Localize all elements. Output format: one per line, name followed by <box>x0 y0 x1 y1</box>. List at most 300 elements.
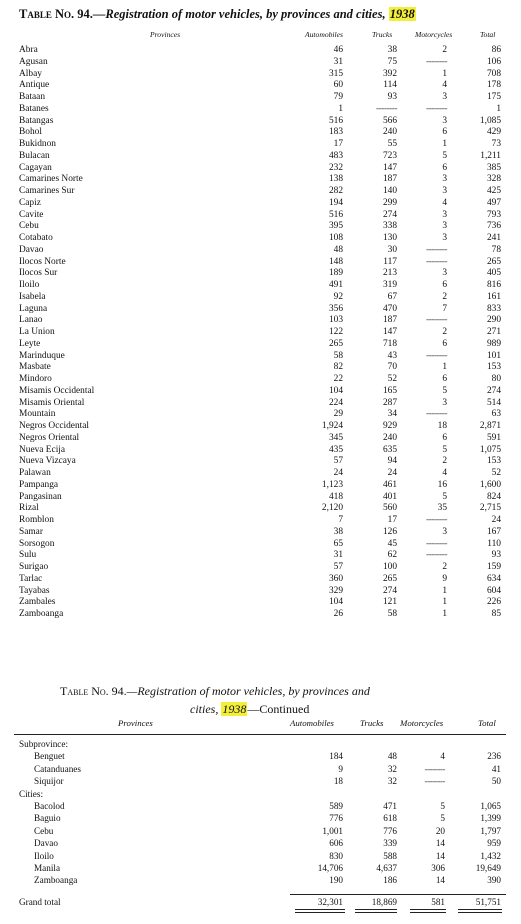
cell-total: 274 <box>486 385 501 396</box>
cell-auto: 108 <box>328 233 343 243</box>
cell-trucks: 186 <box>383 875 397 886</box>
row-label: Cotabato <box>19 233 53 243</box>
cell-moto: 306 <box>431 862 445 873</box>
table-row <box>0 233 521 245</box>
cell-total: 1,797 <box>480 825 501 836</box>
cell-total: 1,399 <box>480 813 501 824</box>
table-row <box>0 874 521 886</box>
cell-moto: 3 <box>442 209 447 220</box>
cell-moto: -------- <box>426 256 447 267</box>
cell-auto: 491 <box>328 280 343 290</box>
cell-moto: -------- <box>426 315 447 326</box>
cell-moto: 3 <box>442 397 447 408</box>
table-row <box>0 327 521 339</box>
cell-auto: 194 <box>328 197 343 208</box>
cell-total: 86 <box>491 45 501 55</box>
row-label: Manila <box>34 862 61 873</box>
cell-moto: -------- <box>426 515 447 525</box>
cell-total: 429 <box>486 127 501 138</box>
cell-auto: 58 <box>333 350 343 361</box>
cell-trucks: 718 <box>382 338 397 349</box>
header2-total: Total <box>478 718 496 728</box>
row-label: Camarines Norte <box>19 174 83 185</box>
cell-trucks: 274 <box>382 209 397 220</box>
grand-total-label: Grand total <box>19 897 61 907</box>
provinces-table <box>0 45 521 621</box>
table-row <box>0 550 521 562</box>
table-row <box>0 57 521 69</box>
table-row <box>0 850 521 862</box>
cell-trucks: 32 <box>387 763 397 774</box>
header-motorcycles: Motorcycles <box>415 30 453 39</box>
cell-total: 1,065 <box>480 800 501 811</box>
row-label: Bulacan <box>19 150 50 161</box>
cell-total: 1,432 <box>480 850 501 861</box>
cell-moto: 14 <box>435 838 445 849</box>
cell-auto: 2,120 <box>321 503 343 514</box>
header-automobiles: Automobiles <box>305 30 343 39</box>
header2-trucks: Trucks <box>360 718 384 728</box>
double-rule-auto <box>295 909 345 913</box>
row-label: Lanao <box>19 315 43 326</box>
cell-trucks: 43 <box>387 350 397 361</box>
table-row <box>0 433 521 445</box>
cell-moto: -------- <box>426 538 447 549</box>
table-row <box>0 362 521 374</box>
table-row <box>0 374 521 386</box>
row-label: Negros Oriental <box>19 432 80 443</box>
cell-total: 153 <box>486 362 501 373</box>
cell-total: 824 <box>486 491 501 502</box>
cell-auto: 184 <box>329 751 343 762</box>
cell-moto: 16 <box>437 479 447 490</box>
cell-trucks: 75 <box>387 56 397 67</box>
cell-total: 159 <box>486 562 501 572</box>
row-label: Subprovince: <box>19 739 68 749</box>
table-row <box>0 116 521 128</box>
cell-auto: 31 <box>333 56 343 67</box>
cell-auto: 60 <box>333 80 343 91</box>
cell-total: 736 <box>486 221 501 232</box>
row-label: Cagayan <box>19 162 52 173</box>
cell-moto: 1 <box>442 139 447 149</box>
double-rule-trucks <box>355 909 397 913</box>
table-row <box>0 586 521 598</box>
row-label: Zamboanga <box>34 875 78 886</box>
header2-motorcycles: Motorcycles <box>400 718 444 728</box>
cell-trucks: 392 <box>382 68 397 79</box>
cell-trucks: 24 <box>387 468 397 478</box>
cell-auto: 435 <box>328 444 343 455</box>
cell-total: 161 <box>486 291 501 302</box>
cell-trucks: 93 <box>387 92 397 102</box>
cell-total: 1,211 <box>480 150 501 161</box>
row-label: Abra <box>19 45 38 55</box>
title2-year-highlight: 1938 <box>222 702 247 716</box>
double-rule-moto <box>410 909 446 913</box>
cell-total: 959 <box>487 838 501 849</box>
table-row <box>0 515 521 527</box>
cell-moto: 2 <box>442 45 447 55</box>
table-row <box>0 609 521 621</box>
row-label: Zamboanga <box>19 609 64 619</box>
cell-trucks: 147 <box>382 327 397 337</box>
cell-auto: 9 <box>338 763 343 774</box>
cell-auto: 48 <box>333 244 343 255</box>
row-label: Benguet <box>34 751 65 762</box>
table-row <box>0 862 521 874</box>
table-row <box>0 280 521 292</box>
cell-total: 1,075 <box>479 444 501 455</box>
cell-moto: 1 <box>442 609 447 619</box>
cell-auto: 24 <box>333 468 343 478</box>
table-row <box>0 837 521 849</box>
cell-auto: 57 <box>333 456 343 467</box>
cell-auto: 138 <box>328 174 343 185</box>
row-label: Zambales <box>19 597 56 608</box>
cell-trucks: 339 <box>383 838 397 849</box>
cell-total: 425 <box>486 186 501 196</box>
cell-moto: 3 <box>442 115 447 126</box>
cell-auto: 360 <box>328 573 343 584</box>
table-row <box>0 304 521 316</box>
cell-auto: 1,924 <box>321 421 343 431</box>
row-label: Pampanga <box>19 479 59 490</box>
cell-total: 178 <box>486 80 501 91</box>
table-row <box>0 92 521 104</box>
cell-trucks: 58 <box>387 609 397 619</box>
row-label: Cavite <box>19 209 44 220</box>
cell-trucks: 588 <box>383 850 397 861</box>
cell-auto: 315 <box>328 68 343 79</box>
cell-auto: 418 <box>328 491 343 502</box>
cell-trucks: 140 <box>382 186 397 196</box>
header-trucks: Trucks <box>372 30 393 39</box>
row-label: Bohol <box>19 127 42 138</box>
cell-auto: 1 <box>338 103 343 114</box>
row-label: Nueva Vizcaya <box>19 456 76 467</box>
grand-total-automobiles: 32,301 <box>317 897 343 907</box>
cell-auto: 17 <box>333 139 343 149</box>
table-row <box>0 245 521 257</box>
cell-auto: 1,123 <box>321 479 343 490</box>
cell-moto: 2 <box>442 562 447 572</box>
cell-trucks: 67 <box>387 291 397 302</box>
cell-trucks: 114 <box>383 80 397 91</box>
cell-total: 153 <box>486 456 501 467</box>
cell-auto: 776 <box>329 813 343 824</box>
cell-total: 236 <box>487 751 501 762</box>
row-label: Laguna <box>19 303 48 314</box>
cell-total: 290 <box>486 315 501 326</box>
cell-total: 101 <box>486 350 501 361</box>
continued-title <box>60 682 480 718</box>
title2-cities: cities, <box>190 702 222 716</box>
cell-auto: 65 <box>333 538 343 549</box>
cell-total: 63 <box>491 409 501 420</box>
cell-total: 1,600 <box>479 479 501 490</box>
cell-moto: -------- <box>424 763 445 774</box>
cell-moto: 3 <box>442 221 447 232</box>
table-row <box>0 825 521 837</box>
cell-moto: 3 <box>442 233 447 243</box>
cell-total: 514 <box>486 397 501 408</box>
cell-trucks: 265 <box>382 573 397 584</box>
cell-trucks: 52 <box>387 374 397 384</box>
table-row <box>0 539 521 551</box>
table-row <box>0 763 521 775</box>
cell-auto: 103 <box>328 315 343 326</box>
cell-moto: -------- <box>426 409 447 420</box>
cell-auto: 224 <box>328 397 343 408</box>
cell-trucks: 187 <box>382 315 397 326</box>
row-label: Leyte <box>19 338 41 349</box>
cell-trucks: 55 <box>387 139 397 149</box>
cell-moto: -------- <box>426 550 447 561</box>
cell-moto: 6 <box>442 432 447 443</box>
cell-auto: 183 <box>328 127 343 138</box>
cell-trucks: 48 <box>387 751 397 762</box>
cell-trucks: 319 <box>382 280 397 290</box>
table-row <box>0 503 521 515</box>
cell-auto: 516 <box>328 209 343 220</box>
row-label: Davao <box>34 838 58 849</box>
row-label: Sorsogon <box>19 538 55 549</box>
table-row <box>0 480 521 492</box>
cell-total: 1 <box>496 103 501 114</box>
cell-auto: 46 <box>333 45 343 55</box>
cell-auto: 148 <box>328 256 343 267</box>
cell-auto: 31 <box>333 550 343 561</box>
row-label: Iloilo <box>19 280 40 290</box>
cell-trucks: 187 <box>382 174 397 185</box>
continued-table <box>0 738 521 887</box>
row-label: Cebu <box>34 825 54 836</box>
row-label: Cities: <box>19 788 43 799</box>
cell-moto: 4 <box>440 751 445 762</box>
cell-total: 19,649 <box>475 862 501 873</box>
cell-moto: 35 <box>437 503 447 514</box>
cell-moto: 9 <box>442 573 447 584</box>
cell-trucks: -------- <box>376 103 397 114</box>
cell-total: 989 <box>486 338 501 349</box>
row-label: Bacolod <box>34 800 65 811</box>
cell-auto: 589 <box>329 800 343 811</box>
title-text: —Registration of motor vehicles, by provinces and cities, <box>92 7 389 21</box>
cell-trucks: 274 <box>382 585 397 596</box>
cell-moto: 7 <box>442 303 447 314</box>
row-label: La Union <box>19 327 55 337</box>
table-row <box>0 445 521 457</box>
cell-moto: -------- <box>426 350 447 361</box>
cell-trucks: 635 <box>382 444 397 455</box>
cell-auto: 282 <box>328 186 343 196</box>
row-label: Mountain <box>19 409 56 420</box>
cell-moto: 5 <box>442 491 447 502</box>
cell-moto: -------- <box>426 244 447 255</box>
row-label: Antique <box>19 80 50 91</box>
cell-moto: 3 <box>442 174 447 185</box>
cell-moto: 5 <box>442 444 447 455</box>
cell-trucks: 45 <box>387 538 397 549</box>
cell-auto: 395 <box>328 221 343 232</box>
cell-moto: 5 <box>442 385 447 396</box>
row-label: Cebu <box>19 221 39 232</box>
cell-total: 497 <box>486 197 501 208</box>
cell-trucks: 70 <box>387 362 397 373</box>
cell-trucks: 126 <box>382 526 397 537</box>
cell-trucks: 776 <box>383 825 397 836</box>
grand-total-motorcycles: 581 <box>431 897 445 907</box>
row-label: Baguio <box>34 813 61 824</box>
cell-trucks: 929 <box>382 421 397 431</box>
cell-trucks: 30 <box>387 244 397 255</box>
table-row <box>0 257 521 269</box>
cell-total: 328 <box>486 174 501 185</box>
cell-total: 271 <box>486 327 501 337</box>
row-label: Albay <box>19 68 42 79</box>
row-label: Mindoro <box>19 374 52 384</box>
cell-auto: 38 <box>333 526 343 537</box>
cell-auto: 265 <box>328 338 343 349</box>
cell-moto: 1 <box>442 585 447 596</box>
title2-continued: —Continued <box>247 702 310 716</box>
cell-total: 110 <box>487 538 501 549</box>
row-label: Rizal <box>19 503 39 514</box>
table-row <box>0 315 521 327</box>
row-label: Ilocos Norte <box>19 256 66 267</box>
cell-moto: 6 <box>442 280 447 290</box>
cell-trucks: 723 <box>382 150 397 161</box>
cell-total: 52 <box>491 468 501 478</box>
cell-trucks: 287 <box>382 397 397 408</box>
cell-total: 41 <box>491 763 501 774</box>
cell-total: 167 <box>486 526 501 537</box>
cell-trucks: 100 <box>382 562 397 572</box>
cell-trucks: 240 <box>382 432 397 443</box>
total-rule <box>290 894 506 895</box>
column-headers <box>0 30 521 42</box>
cell-moto: 6 <box>442 374 447 384</box>
cell-total: 2,715 <box>479 503 501 514</box>
cell-auto: 356 <box>328 303 343 314</box>
cell-auto: 122 <box>328 327 343 337</box>
cell-auto: 104 <box>328 597 343 608</box>
cell-moto: 2 <box>442 456 447 467</box>
table-row <box>0 127 521 139</box>
cell-total: 226 <box>486 597 501 608</box>
row-label: Tayabas <box>19 585 50 596</box>
table-row <box>0 812 521 824</box>
cell-auto: 830 <box>329 850 343 861</box>
cell-total: 50 <box>491 776 501 787</box>
cell-trucks: 240 <box>382 127 397 138</box>
cell-total: 816 <box>486 280 501 290</box>
cell-moto: 5 <box>442 150 447 161</box>
cell-trucks: 401 <box>382 491 397 502</box>
table-title <box>19 7 509 22</box>
row-label: Agusan <box>19 56 48 67</box>
grand-total-trucks: 18,869 <box>371 897 397 907</box>
cell-auto: 345 <box>328 432 343 443</box>
row-label: Surigao <box>19 562 49 572</box>
cell-trucks: 17 <box>387 515 397 525</box>
cell-trucks: 4,637 <box>376 862 397 873</box>
row-label: Masbate <box>19 362 51 373</box>
cell-auto: 82 <box>333 362 343 373</box>
table-row <box>0 398 521 410</box>
cell-moto: 3 <box>442 268 447 279</box>
table-row <box>0 775 521 787</box>
row-label: Bataan <box>19 92 46 102</box>
cell-moto: -------- <box>426 103 447 114</box>
cell-total: 85 <box>491 609 501 619</box>
table-row <box>0 80 521 92</box>
cell-trucks: 560 <box>382 503 397 514</box>
cell-moto: 1 <box>442 68 447 79</box>
cell-moto: 6 <box>442 338 447 349</box>
cell-total: 390 <box>487 875 501 886</box>
cell-trucks: 470 <box>382 303 397 314</box>
table-row <box>0 339 521 351</box>
cell-auto: 14,706 <box>317 862 343 873</box>
table-row <box>0 210 521 222</box>
cell-trucks: 165 <box>382 385 397 396</box>
row-label: Nueva Ecija <box>19 444 66 455</box>
row-label: Capiz <box>19 197 41 208</box>
table-row <box>0 45 521 57</box>
cell-total: 833 <box>486 303 501 314</box>
double-rule-total <box>458 909 502 913</box>
cell-trucks: 32 <box>387 776 397 787</box>
header-rule <box>14 734 506 735</box>
cell-moto: 5 <box>440 813 445 824</box>
cell-total: 793 <box>486 209 501 220</box>
grand-total-row <box>0 896 521 908</box>
cell-moto: 18 <box>437 421 447 431</box>
cell-total: 405 <box>486 268 501 279</box>
cell-total: 591 <box>486 432 501 443</box>
cell-total: 73 <box>491 139 501 149</box>
table-row <box>0 351 521 363</box>
cell-auto: 7 <box>338 515 343 525</box>
table-row <box>0 221 521 233</box>
row-label: Batanes <box>19 103 49 114</box>
header2-provinces: Provinces <box>118 718 153 728</box>
cell-total: 106 <box>486 56 501 67</box>
row-label: Palawan <box>19 468 51 478</box>
cell-trucks: 147 <box>382 162 397 173</box>
table-row <box>0 800 521 812</box>
cell-moto: 4 <box>442 468 447 478</box>
title-year-highlight: 1938 <box>389 7 415 21</box>
row-label: Davao <box>19 244 44 255</box>
table-row <box>0 750 521 762</box>
cell-trucks: 299 <box>382 197 397 208</box>
row-label: Ilocos Sur <box>19 268 58 279</box>
cell-trucks: 38 <box>387 45 397 55</box>
cell-auto: 26 <box>333 609 343 619</box>
table-row <box>0 574 521 586</box>
grand-total-total: 51,751 <box>475 897 501 907</box>
cell-trucks: 94 <box>387 456 397 467</box>
cell-total: 265 <box>486 256 501 267</box>
table-row <box>0 104 521 116</box>
cell-moto: -------- <box>426 56 447 67</box>
cell-total: 80 <box>491 374 501 384</box>
header2-automobiles: Automobiles <box>290 718 334 728</box>
cell-total: 93 <box>491 550 501 561</box>
